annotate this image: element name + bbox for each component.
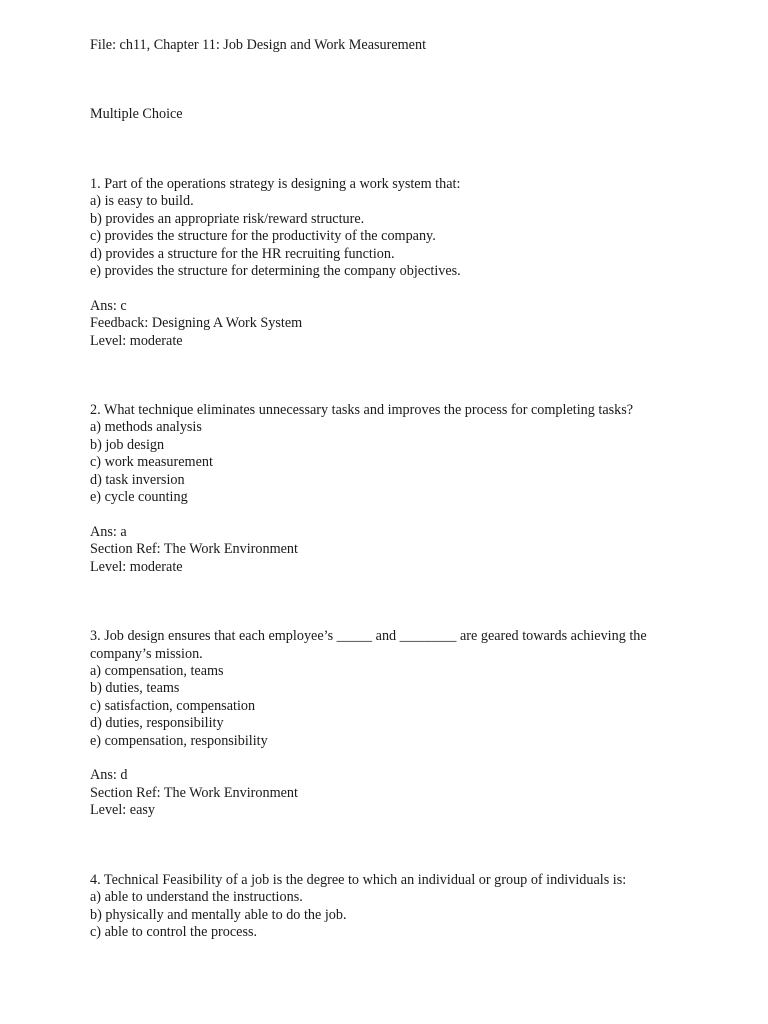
answer-option: b) physically and mentally able to do the job. — [90, 907, 347, 923]
section-ref: Section Ref: The Work Environment — [90, 785, 298, 801]
question-stem-continued: company’s mission. — [90, 646, 203, 662]
section-ref: Section Ref: The Work Environment — [90, 541, 298, 557]
answer-option: d) provides a structure for the HR recruiting function. — [90, 246, 395, 262]
answer-option: d) task inversion — [90, 472, 185, 488]
answer-option: a) methods analysis — [90, 419, 202, 435]
feedback-ref: Feedback: Designing A Work System — [90, 315, 303, 331]
answer-option: e) cycle counting — [90, 489, 188, 505]
file-header: File: ch11, Chapter 11: Job Design and Work Measurement — [90, 37, 427, 53]
answer-option: c) provides the structure for the productivity of the company. — [90, 228, 436, 244]
answer-key: Ans: d — [90, 767, 128, 783]
answer-option: b) duties, teams — [90, 680, 180, 696]
question-stem: 2. What technique eliminates unnecessary tasks and improves the process for completing tasks? — [90, 402, 634, 418]
answer-option: c) able to control the process. — [90, 924, 258, 940]
answer-option: d) duties, responsibility — [90, 715, 224, 731]
answer-option: c) work measurement — [90, 454, 213, 470]
difficulty-level: Level: moderate — [90, 559, 183, 575]
difficulty-level: Level: easy — [90, 802, 155, 818]
answer-option: a) able to understand the instructions. — [90, 889, 303, 905]
question-stem: 4. Technical Feasibility of a job is the degree to which an individual or group of individuals is: — [90, 872, 627, 888]
answer-option: b) provides an appropriate risk/reward structure. — [90, 211, 365, 227]
answer-option: c) satisfaction, compensation — [90, 698, 256, 714]
answer-option: e) compensation, responsibility — [90, 733, 268, 749]
question-stem: 1. Part of the operations strategy is designing a work system that: — [90, 176, 461, 192]
answer-key: Ans: a — [90, 524, 127, 540]
difficulty-level: Level: moderate — [90, 333, 183, 349]
answer-option: e) provides the structure for determining the company objectives. — [90, 263, 461, 279]
answer-option: a) compensation, teams — [90, 663, 224, 679]
answer-option: b) job design — [90, 437, 165, 453]
answer-option: a) is easy to build. — [90, 193, 194, 209]
section-title: Multiple Choice — [90, 106, 183, 122]
answer-key: Ans: c — [90, 298, 127, 314]
question-stem: 3. Job design ensures that each employee’s _____ and ________ are geared towards achieving the — [90, 628, 647, 644]
